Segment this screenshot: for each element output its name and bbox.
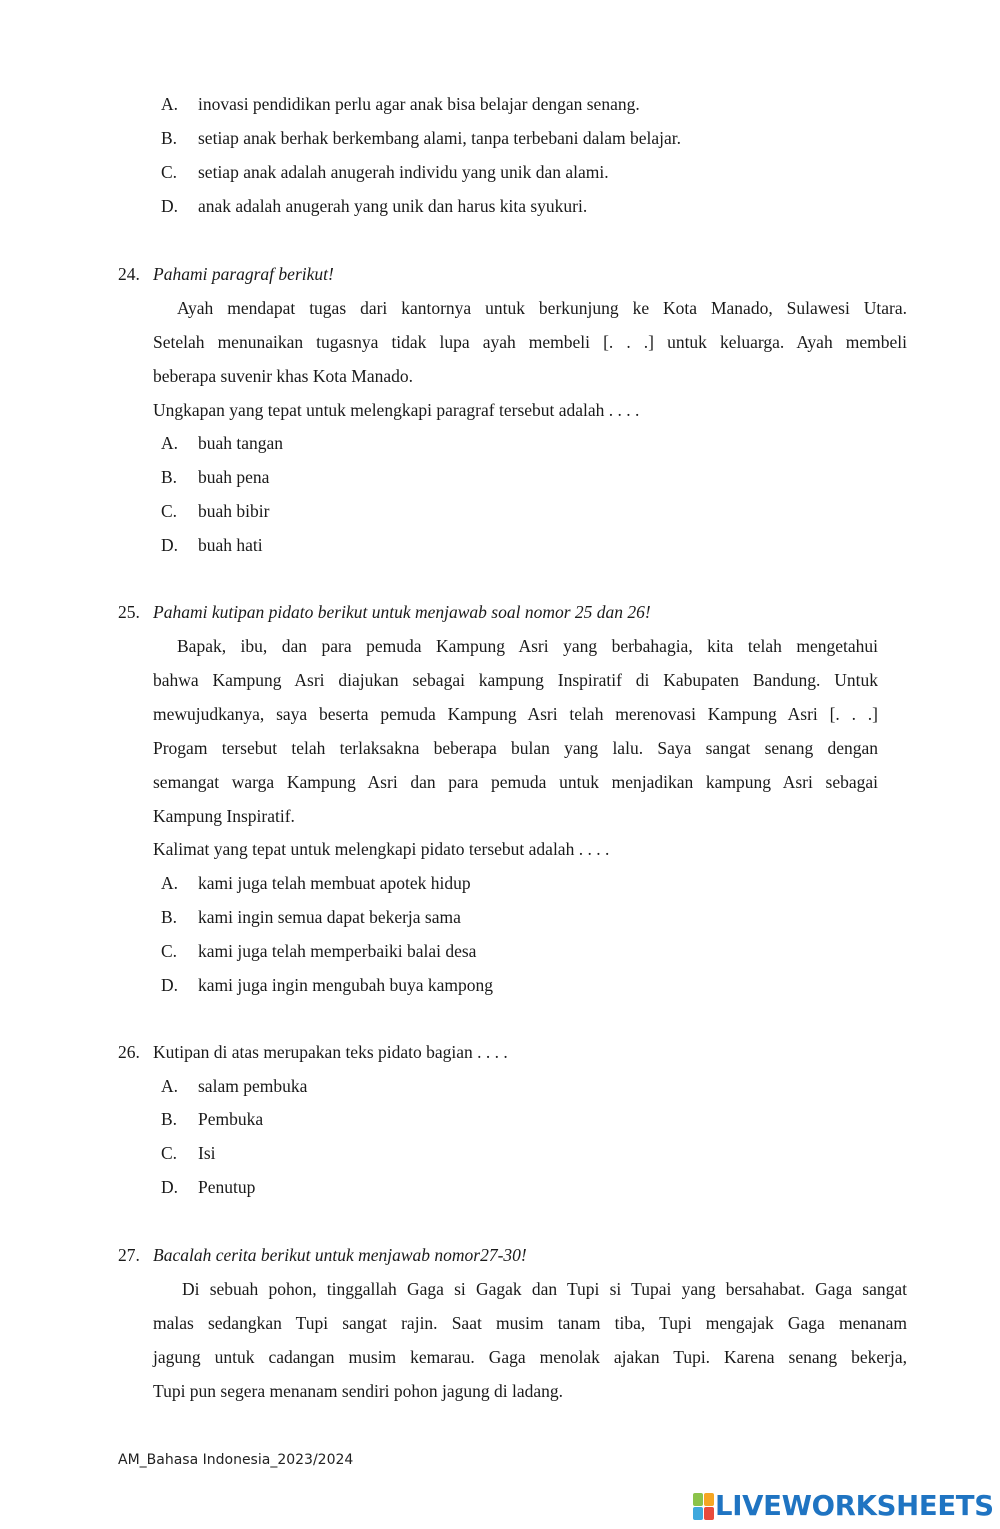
option-text[interactable]: Isi [198,1143,216,1163]
option-letter: C. [161,501,178,521]
option-letter: D. [161,975,179,995]
option-text[interactable]: kami juga telah membuat apotek hidup [198,873,471,893]
option-letter: B. [161,907,178,927]
option-letter: D. [161,196,179,216]
option-text[interactable]: anak adalah anugerah yang unik dan harus kita syukuri. [198,196,588,216]
option-text[interactable]: buah pena [198,467,270,487]
option-letter: B. [161,128,178,148]
option-letter: A. [161,1076,179,1096]
question-text: Kalimat yang tepat untuk melengkapi pidato tersebut adalah . . . . [153,839,610,859]
option-text[interactable]: buah bibir [198,501,270,521]
option-letter: C. [161,941,178,961]
option-text[interactable]: setiap anak berhak berkembang alami, tanpa terbebani dalam belajar. [198,128,681,148]
option-text[interactable]: salam pembuka [198,1076,308,1096]
brand-name: LIVEWORKSHEETS [715,1490,994,1522]
option-text[interactable]: buah hati [198,535,263,555]
option-letter: D. [161,535,179,555]
liveworksheets-brand [693,1489,994,1523]
paragraph-line: beberapa suvenir khas Kota Manado. [153,366,413,386]
paragraph-line: Di sebuah pohon, tinggallah Gaga si Gagak dan Tupi si Tupai yang bersahabat. Gaga sangat [182,1279,907,1299]
paragraph-line: malas sedangkan Tupi sangat rajin. Saat musim tanam tiba, Tupi mengajak Gaga menanam [153,1313,907,1333]
option-text[interactable]: Pembuka [198,1109,264,1129]
footer-label: AM_Bahasa Indonesia_2023/2024 [118,1452,354,1468]
option-text[interactable]: setiap anak adalah anugerah individu yang unik dan alami. [198,162,609,182]
question-number: 27. [118,1245,140,1265]
option-text[interactable]: Penutup [198,1177,256,1197]
question-number: 25. [118,602,140,622]
option-letter: B. [161,1109,178,1129]
question-instruction: Pahami kutipan pidato berikut untuk menjawab soal nomor 25 dan 26! [153,602,651,622]
logo-tile [693,1507,703,1520]
question-instruction: Bacalah cerita berikut untuk menjawab nomor27-30! [153,1245,527,1265]
paragraph-line: Kampung Inspiratif. [153,806,295,826]
paragraph-line: Progam tersebut telah terlaksakna beberapa bulan yang lalu. Saya sangat senang dengan [153,738,878,758]
question-instruction: Pahami paragraf berikut! [153,264,334,284]
logo-tile [704,1493,714,1506]
option-letter: C. [161,162,178,182]
question-number: 26. [118,1042,140,1062]
option-letter: A. [161,873,179,893]
option-letter: C. [161,1143,178,1163]
option-letter: B. [161,467,178,487]
liveworksheets-logo-icon [693,1493,713,1519]
option-letter: A. [161,433,179,453]
paragraph-line: Bapak, ibu, dan para pemuda Kampung Asri yang berbahagia, kita telah mengetahui [177,636,878,656]
question-number: 24. [118,264,140,284]
paragraph-line: bahwa Kampung Asri diajukan sebagai kampung Inspiratif di Kabupaten Bandung. Untuk [153,670,878,690]
option-text[interactable]: inovasi pendidikan perlu agar anak bisa belajar dengan senang. [198,94,640,114]
paragraph-line: mewujudkanya, saya beserta pemuda Kampung Asri telah merenovasi Kampung Asri [. . .] [153,704,878,724]
option-text[interactable]: buah tangan [198,433,284,453]
option-text[interactable]: kami juga telah memperbaiki balai desa [198,941,477,961]
question-text: Ungkapan yang tepat untuk melengkapi paragraf tersebut adalah . . . . [153,400,640,420]
paragraph-line: jagung untuk cadangan musim kemarau. Gaga menolak ajakan Tupi. Karena senang bekerja, [153,1347,907,1367]
logo-tile [704,1507,714,1520]
option-text[interactable]: kami juga ingin mengubah buya kampong [198,975,494,995]
paragraph-line: Setelah menunaikan tugasnya tidak lupa ayah membeli [. . .] untuk keluarga. Ayah membeli [153,332,907,352]
logo-tile [693,1493,703,1506]
option-text[interactable]: kami ingin semua dapat bekerja sama [198,907,461,927]
paragraph-line: semangat warga Kampung Asri dan para pemuda untuk menjadikan kampung Asri sebagai [153,772,878,792]
option-letter: D. [161,1177,179,1197]
paragraph-line: Tupi pun segera menanam sendiri pohon jagung di ladang. [153,1381,564,1401]
paragraph-line: Ayah mendapat tugas dari kantornya untuk berkunjung ke Kota Manado, Sulawesi Utara. [177,298,907,318]
question-text: Kutipan di atas merupakan teks pidato bagian . . . . [153,1042,508,1062]
option-letter: A. [161,94,179,114]
